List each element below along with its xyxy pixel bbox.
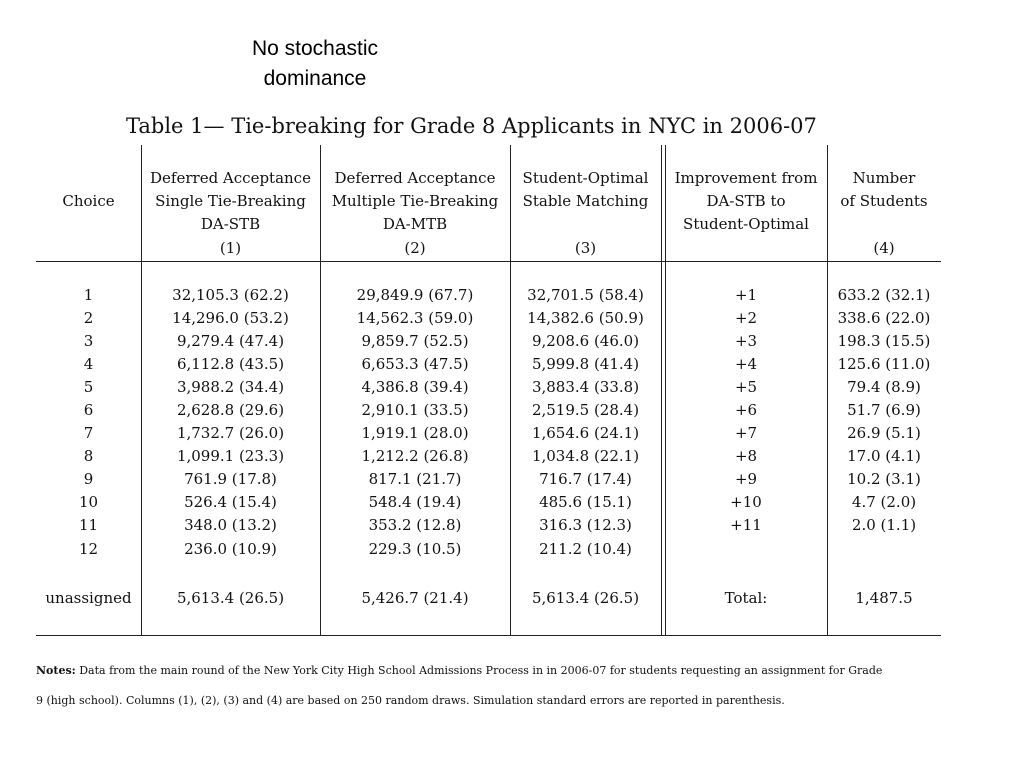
header-col4-line: (4) <box>873 239 895 257</box>
improvement-cell: +7 <box>734 424 758 442</box>
table-row <box>36 399 941 422</box>
da-stb-cell: 348.0 (13.2) <box>184 516 277 534</box>
improvement-cell: +1 <box>734 286 758 304</box>
header-col3-line: Student-Optimal <box>522 169 649 187</box>
choice-cell: 2 <box>83 309 94 327</box>
students-cell: 338.6 (22.0) <box>837 309 931 327</box>
table-row <box>36 284 941 307</box>
student-optimal-cell: 14,382.6 (50.9) <box>527 309 644 327</box>
choice-cell: 9 <box>83 470 94 488</box>
table-row <box>36 445 941 468</box>
table-caption: Table 1— Tie-breaking for Grade 8 Applicants in NYC in 2006-07 <box>126 114 817 138</box>
bottom-rule <box>36 635 941 636</box>
students-cell: 4.7 (2.0) <box>851 493 917 511</box>
choice-cell: 6 <box>83 401 94 419</box>
student-optimal-cell: 1,654.6 (24.1) <box>531 424 640 442</box>
student-optimal-cell: 2,519.5 (28.4) <box>531 401 640 419</box>
da-stb-cell: 526.4 (15.4) <box>184 493 277 511</box>
header-col2-line: Multiple Tie-Breaking <box>331 192 499 210</box>
da-stb-cell: 6,112.8 (43.5) <box>176 355 285 373</box>
slide-title <box>215 34 415 94</box>
table-row <box>36 491 941 514</box>
da-mtb-cell: 5,426.7 (21.4) <box>361 589 469 607</box>
table-row <box>36 330 941 353</box>
da-stb-cell: 761.9 (17.8) <box>184 470 277 488</box>
results-table <box>36 145 941 636</box>
notes-label: Notes: <box>36 664 76 677</box>
da-stb-cell: 9,279.4 (47.4) <box>176 332 285 350</box>
da-mtb-cell: 817.1 (21.7) <box>368 470 462 488</box>
da-mtb-cell: 548.4 (19.4) <box>368 493 462 511</box>
choice-cell: 4 <box>83 355 94 373</box>
da-mtb-cell: 2,910.1 (33.5) <box>361 401 469 419</box>
student-optimal-cell: 5,999.8 (41.4) <box>531 355 640 373</box>
choice-cell: 12 <box>78 540 99 558</box>
header-improvement-line: Student-Optimal <box>683 215 809 233</box>
header-improvement-line: DA-STB to <box>706 192 786 210</box>
notes-line-2: 9 (high school). Columns (1), (2), (3) and (4) are based on 250 random draws. Simulation standard errors are reported in parenthesis. <box>36 694 785 707</box>
improvement-cell: +2 <box>734 309 758 327</box>
notes-text: Data from the main round of the New York City High School Admissions Process in in 2006-07 for students requesting an assignment for Grade <box>79 664 883 677</box>
total-label: Total: <box>724 589 768 607</box>
table-row <box>36 538 941 561</box>
student-optimal-cell: 316.3 (12.3) <box>539 516 632 534</box>
students-cell: 79.4 (8.9) <box>847 378 921 396</box>
table-notes <box>36 656 941 716</box>
header-col1-line: Deferred Acceptance <box>150 169 311 187</box>
students-cell: 26.9 (5.1) <box>847 424 921 442</box>
students-cell: 2.0 (1.1) <box>851 516 917 534</box>
choice-cell: 7 <box>83 424 94 442</box>
da-mtb-cell: 1,212.2 (26.8) <box>361 447 469 465</box>
da-stb-cell: 2,628.8 (29.6) <box>176 401 285 419</box>
table-row <box>36 307 941 330</box>
students-cell: 17.0 (4.1) <box>847 447 921 465</box>
header-col1-line: Single Tie-Breaking <box>155 192 306 210</box>
header-col2-line: (2) <box>404 239 426 257</box>
improvement-cell: +5 <box>734 378 758 396</box>
choice-cell: 11 <box>78 516 99 534</box>
students-cell: 51.7 (6.9) <box>847 401 921 419</box>
student-optimal-cell: 1,034.8 (22.1) <box>531 447 640 465</box>
header-col4-line: of Students <box>840 192 928 210</box>
choice-cell: 8 <box>83 447 94 465</box>
student-optimal-cell: 5,613.4 (26.5) <box>531 589 640 607</box>
header-rule <box>36 261 941 262</box>
da-stb-cell: 32,105.3 (62.2) <box>172 286 289 304</box>
da-stb-cell: 1,099.1 (23.3) <box>176 447 285 465</box>
header-col2-line: Deferred Acceptance <box>334 169 496 187</box>
header-col2-line: DA-MTB <box>382 215 448 233</box>
header-col4-line: Number <box>852 169 916 187</box>
total-value: 1,487.5 <box>855 589 913 607</box>
table-row <box>36 514 941 537</box>
students-cell: 125.6 (11.0) <box>837 355 931 373</box>
table-row <box>36 353 941 376</box>
da-mtb-cell: 4,386.8 (39.4) <box>361 378 469 396</box>
student-optimal-cell: 211.2 (10.4) <box>539 540 632 558</box>
da-mtb-cell: 6,653.3 (47.5) <box>361 355 469 373</box>
header-col3-line: (3) <box>574 239 597 257</box>
da-mtb-cell: 229.3 (10.5) <box>368 540 462 558</box>
student-optimal-cell: 9,208.6 (46.0) <box>531 332 640 350</box>
slide-title-line-2: dominance <box>263 67 367 90</box>
da-mtb-cell: 29,849.9 (67.7) <box>356 286 474 304</box>
table-row <box>36 376 941 399</box>
students-cell: 633.2 (32.1) <box>837 286 931 304</box>
improvement-cell: +9 <box>734 470 758 488</box>
improvement-cell: +10 <box>730 493 762 511</box>
improvement-cell: +3 <box>734 332 758 350</box>
da-mtb-cell: 14,562.3 (59.0) <box>356 309 474 327</box>
student-optimal-cell: 32,701.5 (58.4) <box>527 286 644 304</box>
choice-cell: 3 <box>83 332 94 350</box>
da-mtb-cell: 353.2 (12.8) <box>368 516 462 534</box>
da-stb-cell: 14,296.0 (53.2) <box>172 309 289 327</box>
table-row <box>36 468 941 491</box>
header-col3-line: Stable Matching <box>522 192 649 210</box>
improvement-cell: +6 <box>734 401 758 419</box>
student-optimal-cell: 716.7 (17.4) <box>539 470 632 488</box>
student-optimal-cell: 3,883.4 (33.8) <box>531 378 640 396</box>
da-stb-cell: 5,613.4 (26.5) <box>176 589 285 607</box>
improvement-cell: +8 <box>734 447 758 465</box>
student-optimal-cell: 485.6 (15.1) <box>539 493 632 511</box>
notes-line-1 <box>36 656 941 686</box>
students-cell: 198.3 (15.5) <box>837 332 931 350</box>
students-cell: 10.2 (3.1) <box>847 470 921 488</box>
header-improvement-line: Improvement from <box>674 169 818 187</box>
choice-cell: 10 <box>78 493 99 511</box>
table-row-unassigned <box>36 587 941 610</box>
da-mtb-cell: 9,859.7 (52.5) <box>361 332 469 350</box>
choice-cell: unassigned <box>45 589 132 607</box>
choice-cell: 5 <box>83 378 94 396</box>
header-choice: Choice <box>62 192 115 210</box>
slide-title-line-1: No stochastic <box>251 37 379 60</box>
choice-cell: 1 <box>83 286 94 304</box>
da-mtb-cell: 1,919.1 (28.0) <box>361 424 469 442</box>
header-col1-line: (1) <box>219 239 242 257</box>
improvement-cell: +4 <box>734 355 758 373</box>
table-row <box>36 422 941 445</box>
improvement-cell: +11 <box>730 516 762 534</box>
header-col1-line: DA-STB <box>200 215 261 233</box>
da-stb-cell: 1,732.7 (26.0) <box>176 424 285 442</box>
da-stb-cell: 236.0 (10.9) <box>184 540 277 558</box>
da-stb-cell: 3,988.2 (34.4) <box>176 378 285 396</box>
